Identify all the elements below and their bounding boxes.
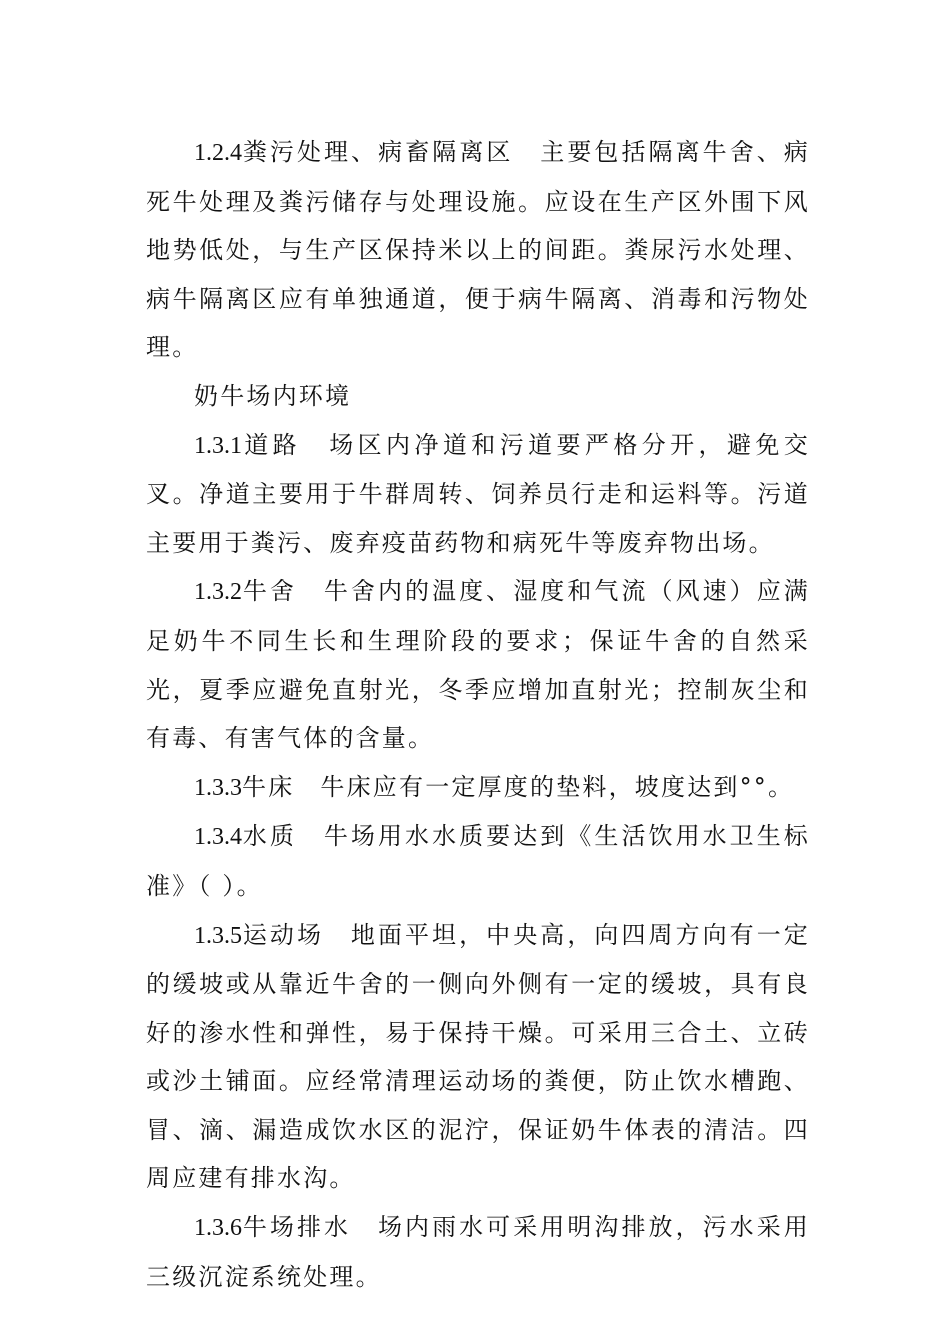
subsection-title	[146, 372, 810, 421]
document-body	[146, 128, 810, 1301]
paragraph-1-3-2	[146, 567, 810, 762]
paragraph-1-3-5	[146, 911, 810, 1204]
section-heading: 牛场排水	[242, 1213, 352, 1242]
section-body: 场内雨水可采用明沟排放，污水采用三级沉淀系统处理。	[146, 1213, 810, 1291]
section-heading: 奶牛场内环境	[194, 381, 352, 410]
paragraph-1-3-4	[146, 812, 810, 910]
section-heading: 道路	[242, 430, 302, 459]
section-heading: 运动场	[242, 920, 325, 949]
section-number: 1.3.2	[194, 579, 242, 606]
paragraph-1-3-6	[146, 1203, 810, 1301]
paragraph-1-3-3	[146, 763, 810, 813]
section-number: 1.3.5	[194, 922, 242, 949]
section-number: 1.2.4	[194, 140, 242, 166]
section-body: 牛舍内的温度、湿度和气流（风速）应满足奶牛不同生长和生理阶段的要求；保证牛舍的自然采光，夏季应避免直射光，冬季应增加直射光；控制灰尘和有毒、有害气体的含量。	[146, 577, 810, 753]
section-heading: 水质	[242, 822, 297, 851]
paragraph-1-2-4	[146, 128, 810, 372]
section-number: 1.3.3	[194, 774, 242, 801]
section-body: 地面平坦，中央高，向四周方向有一定的缓坡或从靠近牛舍的一侧向外侧有一定的缓坡，具有良好的渗水性和弹性，易于保持干燥。可采用三合土、立砖或沙土铺面。应经常清理运动场的粪便，防止饮水槽跑、冒、滴、漏造成饮水区的泥泞，保证奶牛体表的清洁。四周应建有排水沟。	[146, 920, 810, 1193]
section-heading: 牛床	[242, 772, 295, 801]
section-body: 场区内净道和污道要严格分开，避免交叉。净道主要用于牛群周转、饲养员行走和运料等。污道主要用于粪污、废弃疫苗药物和病死牛等废弃物出场。	[146, 430, 810, 557]
section-heading: 牛舍	[242, 577, 297, 606]
section-number: 1.3.1	[194, 432, 242, 459]
section-heading: 粪污处理、病畜隔离区	[242, 138, 514, 166]
section-number: 1.3.4	[194, 824, 242, 851]
section-body: 牛床应有一定厚度的垫料，坡度达到°°。	[320, 772, 795, 801]
section-body: 主要包括隔离牛舍、病死牛处理及粪污储存与处理设施。应设在生产区外围下风地势低处，与生产区保持米以上的间距。粪尿污水处理、病牛隔离区应有单独通道，便于病牛隔离、消毒和污物处理。	[146, 138, 811, 362]
paragraph-1-3-1	[146, 421, 810, 568]
section-body: 牛场用水水质要达到《生活饮用水卫生标准》（ ）。	[146, 822, 810, 900]
section-number: 1.3.6	[194, 1215, 242, 1242]
